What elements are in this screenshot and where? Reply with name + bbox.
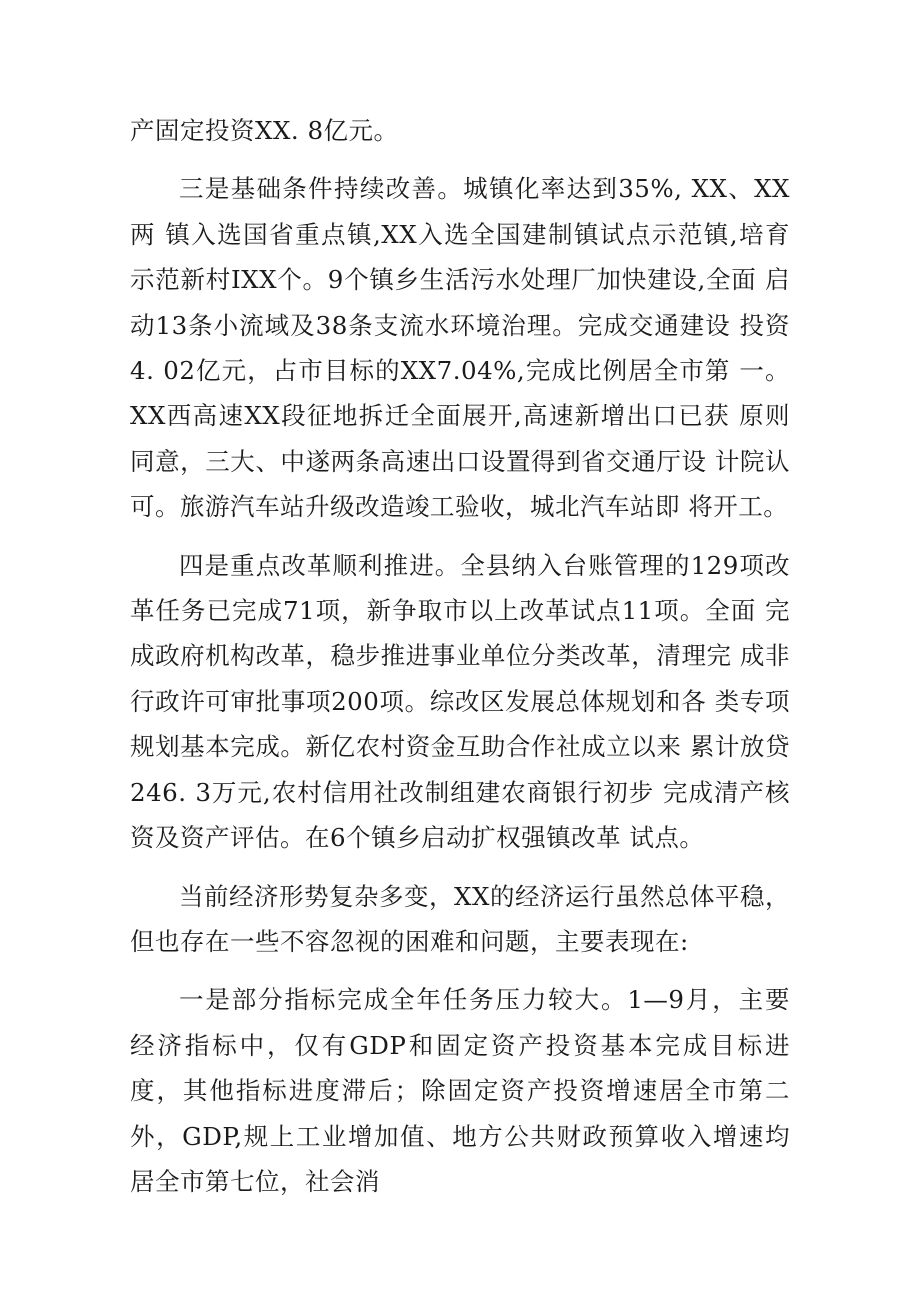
paragraph-infrastructure: 三是基础条件持续改善。城镇化率达到35%, XX、XX两 镇入选国省重点镇,XX入选全国建制镇试点示范镇,培育 示范新村IXX个。9个镇乡生活污水处理厂加快建设,全面 启动13条小流域及38条支流水环境治理。完成交通建设 投资4. 02亿元，占市目标的XX7.04%,完成比例居全市第 一。XX西高速XX段征地拆迁全面展开,高速新增出口已获 原则同意，三大、中遂两条高速出口设置得到省交通厅设 计院认可。旅游汽车站升级改造竣工验收，城北汽车站即 将开工。 (130, 174, 790, 522)
document-body (130, 108, 790, 1204)
paragraph-situation: 当前经济形势复杂多变，XX的经济运行虽然总体平稳， 但也存在一些不容忽视的困难和问题，主要表现在: (130, 881, 790, 956)
paragraph-continuation: 产固定投资XX. 8亿元。 (130, 116, 399, 145)
paragraph-reform: 四是重点改革顺利推进。全县纳入台账管理的129项改 革任务已完成71项，新争取市以上改革试点11项。全面 完成政府机构改革，稳步推进事业单位分类改革，清理完 成非行政许可审批事项200项。综改区发展总体规划和各 类专项规划基本完成。新亿农村资金互助合作社成立以来 累计放贷246. 3万元,农村信用社改制组建农商银行初步 完成清产核资及资产评估。在6个镇乡启动扩权强镇改革 试点。 (130, 550, 790, 853)
paragraph-problems: 一是部分指标完成全年任务压力较大。1—9月，主要 经济指标中，仅有GDP和固定资产投资基本完成目标进 度，其他指标进度滞后；除固定资产投资增速居全市第二 外，GDP,规上工业增加值、地方公共财政预算收入增速均 居全市第七位，社会消 (130, 985, 790, 1196)
